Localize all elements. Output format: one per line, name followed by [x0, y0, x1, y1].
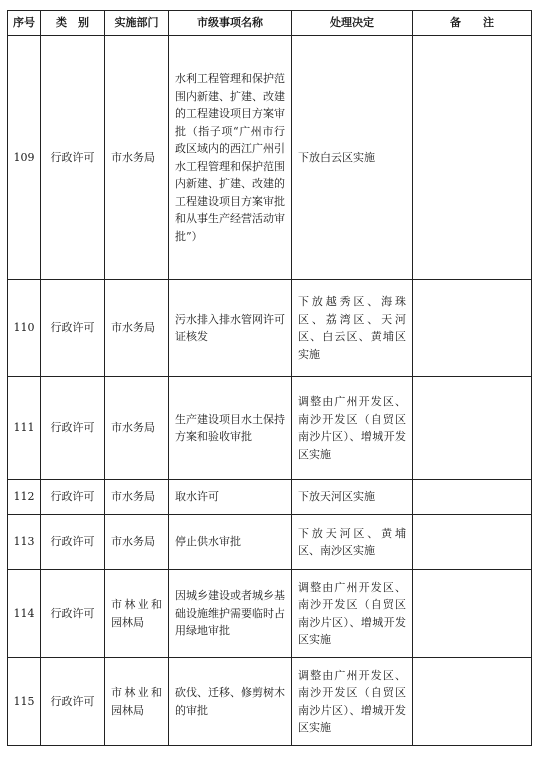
row-dept: 市水务局	[105, 480, 169, 515]
row-seq: 112	[8, 480, 41, 515]
row-item: 生产建设项目水土保持方案和验收审批	[169, 377, 292, 480]
row-category: 行政许可	[41, 36, 105, 280]
table-row	[8, 480, 532, 515]
table-row	[8, 280, 532, 377]
row-dept: 市林业和园林局	[105, 570, 169, 658]
row-category: 行政许可	[41, 280, 105, 377]
row-category: 行政许可	[41, 658, 105, 746]
row-decision: 调整由广州开发区、南沙开发区（自贸区南沙片区）、增城开发区实施	[292, 570, 413, 658]
row-item: 取水许可	[169, 480, 292, 515]
table-row	[8, 377, 532, 480]
row-category: 行政许可	[41, 480, 105, 515]
row-seq: 114	[8, 570, 41, 658]
row-seq: 109	[8, 36, 41, 280]
header-seq: 序号	[8, 11, 41, 36]
row-seq: 111	[8, 377, 41, 480]
header-item: 市级事项名称	[169, 11, 292, 36]
row-item: 污水排入排水管网许可证核发	[169, 280, 292, 377]
row-remark	[413, 515, 532, 570]
row-item: 停止供水审批	[169, 515, 292, 570]
table-row	[8, 515, 532, 570]
row-seq: 110	[8, 280, 41, 377]
row-dept: 市水务局	[105, 280, 169, 377]
row-seq: 113	[8, 515, 41, 570]
header-dept: 实施部门	[105, 11, 169, 36]
row-decision: 调整由广州开发区、南沙开发区（自贸区南沙片区）、增城开发区实施	[292, 377, 413, 480]
row-item: 砍伐、迁移、修剪树木的审批	[169, 658, 292, 746]
row-remark	[413, 480, 532, 515]
row-category: 行政许可	[41, 515, 105, 570]
header-remark: 备 注	[413, 11, 532, 36]
row-category: 行政许可	[41, 377, 105, 480]
row-remark	[413, 658, 532, 746]
table-row	[8, 36, 532, 280]
approval-items-table	[7, 10, 532, 746]
row-item: 因城乡建设或者城乡基础设施维护需要临时占用绿地审批	[169, 570, 292, 658]
row-decision: 下放天河区、黄埔区、南沙区实施	[292, 515, 413, 570]
table-row	[8, 658, 532, 746]
row-decision: 下放天河区实施	[292, 480, 413, 515]
row-decision: 下放白云区实施	[292, 36, 413, 280]
row-remark	[413, 280, 532, 377]
row-seq: 115	[8, 658, 41, 746]
row-dept: 市水务局	[105, 515, 169, 570]
row-category: 行政许可	[41, 570, 105, 658]
row-dept: 市水务局	[105, 36, 169, 280]
table-header-row	[8, 11, 532, 36]
row-remark	[413, 377, 532, 480]
row-decision: 下放越秀区、海珠区、荔湾区、天河区、白云区、黄埔区实施	[292, 280, 413, 377]
header-category: 类 别	[41, 11, 105, 36]
row-item: 水利工程管理和保护范围内新建、扩建、改建的工程建设项目方案审批（指子项“广州市行政区域内的西江广州引水工程管理和保护范围内新建、扩建、改建的工程建设项目方案审批和从事生产经营活动审批”）	[169, 36, 292, 280]
row-dept: 市水务局	[105, 377, 169, 480]
row-remark	[413, 36, 532, 280]
table-row	[8, 570, 532, 658]
header-decision: 处理决定	[292, 11, 413, 36]
row-decision: 调整由广州开发区、南沙开发区（自贸区南沙片区）、增城开发区实施	[292, 658, 413, 746]
row-remark	[413, 570, 532, 658]
row-dept: 市林业和园林局	[105, 658, 169, 746]
